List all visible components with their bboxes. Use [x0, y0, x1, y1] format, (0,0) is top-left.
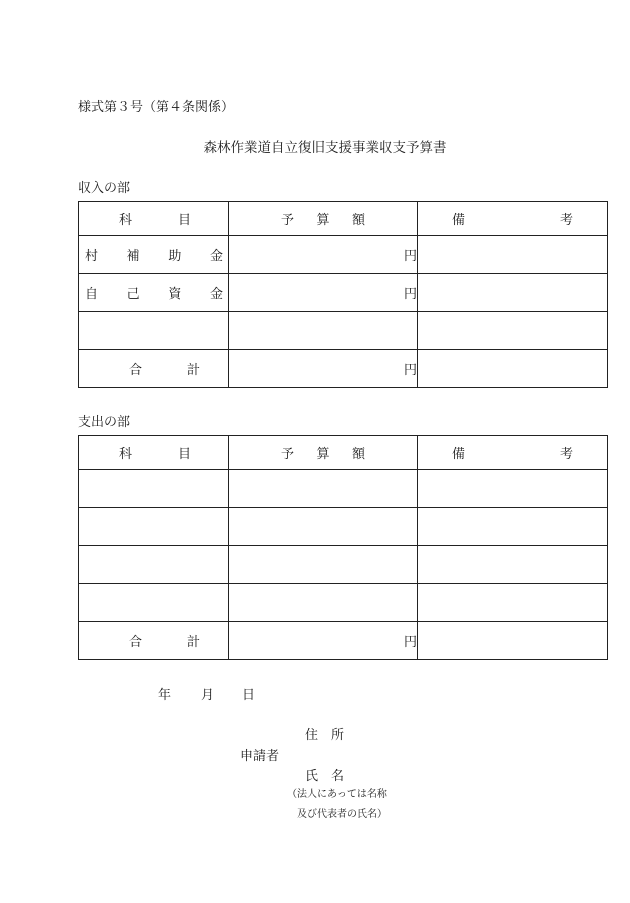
total-label-cell — [79, 350, 229, 388]
remarks-cell[interactable] — [418, 236, 608, 274]
total-char: 合 — [129, 363, 143, 378]
corporate-note-line2: 及び代表者の氏名） — [297, 809, 387, 820]
total-char: 計 — [186, 363, 200, 378]
remarks-cell[interactable] — [418, 546, 608, 584]
header-budget-char: 算 — [316, 447, 330, 462]
remarks-cell[interactable] — [418, 470, 608, 508]
header-remarks — [418, 436, 608, 470]
table-row — [79, 236, 608, 274]
table-row — [79, 546, 608, 584]
applicant-label: 申請者 — [240, 749, 280, 764]
table-row — [79, 508, 608, 546]
subject-cell[interactable] — [79, 584, 229, 622]
form-number: 様式第３号（第４条関係） — [78, 100, 235, 115]
subject-cell[interactable] — [79, 508, 229, 546]
subject-cell[interactable] — [79, 470, 229, 508]
table-row — [79, 312, 608, 350]
total-char: 合 — [129, 635, 143, 650]
header-budget — [229, 436, 418, 470]
table-row — [79, 274, 608, 312]
subject-char: 己 — [126, 287, 140, 302]
header-budget-char: 額 — [351, 213, 365, 228]
month-label: 月 — [201, 688, 215, 703]
header-remarks-char: 備 — [452, 213, 466, 228]
amount-cell[interactable] — [229, 584, 418, 622]
total-label-cell — [79, 622, 229, 660]
expense-header-row — [79, 436, 608, 470]
header-subject-char: 目 — [177, 447, 191, 462]
amount-cell[interactable] — [229, 312, 418, 350]
header-subject — [79, 436, 229, 470]
document-title: 森林作業道自立復旧支援事業収支予算書 — [203, 140, 447, 156]
total-amount-cell[interactable]: 円 — [229, 622, 418, 660]
total-row — [79, 350, 608, 388]
header-budget-char: 額 — [351, 447, 365, 462]
subject-cell[interactable] — [79, 312, 229, 350]
income-section-label: 収入の部 — [78, 181, 131, 196]
header-remarks-char: 考 — [559, 213, 573, 228]
year-label: 年 — [158, 688, 172, 703]
income-table — [78, 201, 608, 388]
amount-cell[interactable] — [229, 546, 418, 584]
remarks-cell[interactable] — [418, 584, 608, 622]
amount-cell[interactable] — [229, 470, 418, 508]
total-row — [79, 622, 608, 660]
subject-cell[interactable] — [79, 236, 229, 274]
total-amount-cell[interactable]: 円 — [229, 350, 418, 388]
header-budget-char: 予 — [281, 447, 295, 462]
header-remarks — [418, 202, 608, 236]
subject-char: 資 — [168, 287, 182, 302]
amount-cell[interactable]: 円 — [229, 274, 418, 312]
expense-section-label: 支出の部 — [78, 415, 131, 430]
amount-cell[interactable]: 円 — [229, 236, 418, 274]
subject-char: 助 — [168, 249, 182, 264]
subject-char: 自 — [85, 287, 99, 302]
remarks-cell[interactable] — [418, 508, 608, 546]
subject-char: 金 — [209, 287, 223, 302]
day-label: 日 — [242, 688, 256, 703]
remarks-cell[interactable] — [418, 274, 608, 312]
header-budget-char: 予 — [281, 213, 295, 228]
header-budget-char: 算 — [316, 213, 330, 228]
table-row — [79, 584, 608, 622]
subject-char: 村 — [85, 249, 99, 264]
table-row — [79, 470, 608, 508]
date-line — [158, 684, 255, 703]
header-subject-char: 科 — [119, 447, 133, 462]
address-label: 住 所 — [305, 728, 345, 743]
header-budget — [229, 202, 418, 236]
subject-char: 補 — [126, 249, 140, 264]
name-label: 氏 名 — [305, 769, 345, 784]
header-subject — [79, 202, 229, 236]
remarks-cell[interactable] — [418, 312, 608, 350]
total-char: 計 — [186, 635, 200, 650]
subject-cell[interactable] — [79, 546, 229, 584]
remarks-cell[interactable] — [418, 622, 608, 660]
income-header-row — [79, 202, 608, 236]
remarks-cell[interactable] — [418, 350, 608, 388]
corporate-note-line1: （法人にあっては名称 — [287, 789, 387, 800]
amount-cell[interactable] — [229, 508, 418, 546]
header-remarks-char: 備 — [452, 447, 466, 462]
header-subject-char: 目 — [177, 213, 191, 228]
header-subject-char: 科 — [119, 213, 133, 228]
subject-cell[interactable] — [79, 274, 229, 312]
subject-char: 金 — [209, 249, 223, 264]
header-remarks-char: 考 — [559, 447, 573, 462]
expense-table — [78, 435, 608, 660]
